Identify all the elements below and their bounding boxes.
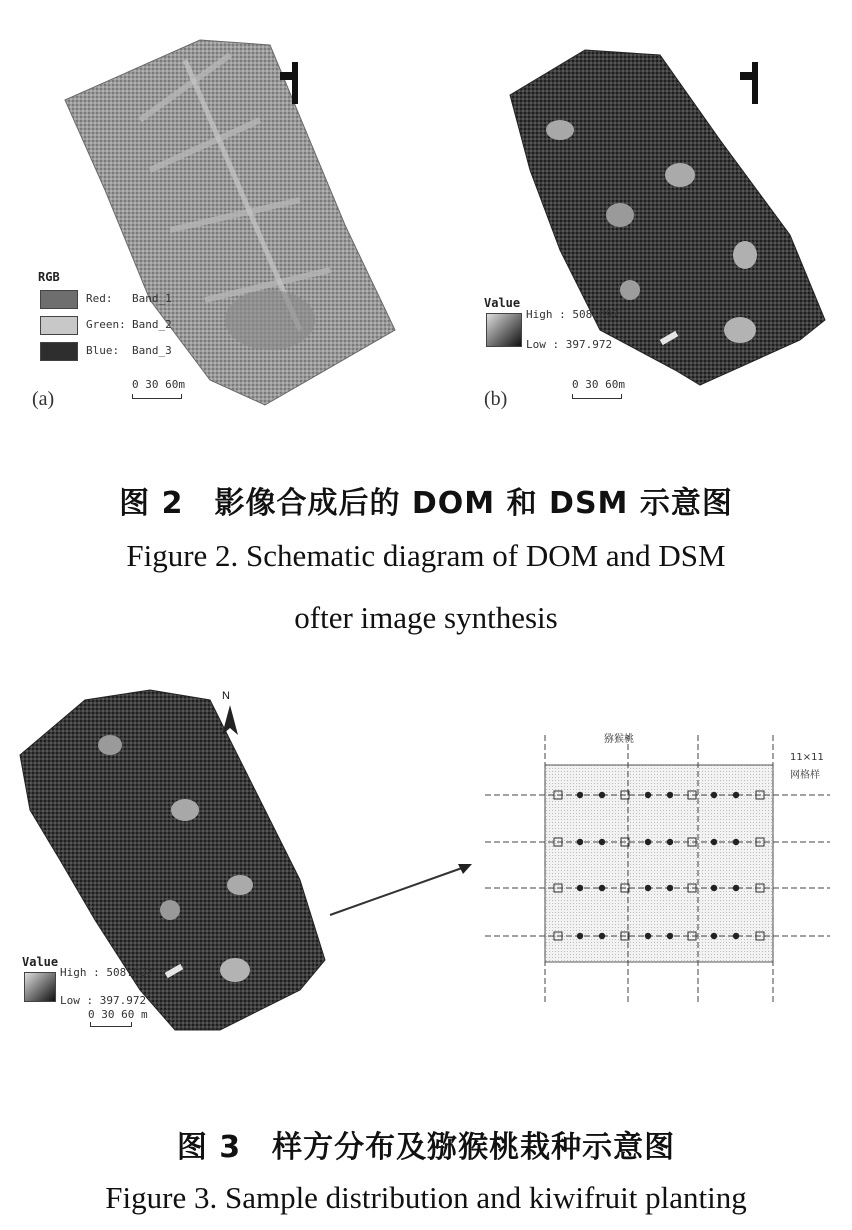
- scale-label-a: 0 30 60m: [132, 378, 185, 391]
- kiwifruit-plant-marker: [599, 885, 605, 891]
- legend-band-green: Band_2: [132, 318, 172, 331]
- kiwifruit-plant-marker: [733, 839, 739, 845]
- kiwifruit-plant-marker: [667, 885, 673, 891]
- kiwifruit-plant-marker: [577, 885, 583, 891]
- kiwifruit-plant-marker: [577, 839, 583, 845]
- kiwifruit-plant-marker: [711, 885, 717, 891]
- kiwifruit-plant-marker: [645, 839, 651, 845]
- legend-swatch-red: [40, 290, 78, 309]
- figure2-caption-en-line1: Figure 2. Schematic diagram of DOM and DSM: [126, 538, 726, 573]
- figure3-caption-cn: 图 3 样方分布及猕猴桃栽种示意图: [176, 1130, 676, 1165]
- legend-label-red: Red:: [86, 292, 113, 305]
- dsm-image: [510, 50, 825, 385]
- grid-tag-sample: 网格样: [790, 770, 820, 781]
- legend-band-red: Band_1: [132, 292, 172, 305]
- kiwifruit-plant-marker: [645, 792, 651, 798]
- panel-label-a: (a): [32, 388, 55, 410]
- grid-tag-size: 11×11: [790, 752, 824, 763]
- value-high-fig3: High : 508.897: [60, 966, 153, 979]
- scale-bar-a: [132, 394, 182, 399]
- kiwifruit-plant-marker: [733, 933, 739, 939]
- kiwifruit-plant-marker: [711, 839, 717, 845]
- legend-band-blue: Band_3: [132, 344, 172, 357]
- kiwifruit-plant-marker: [577, 933, 583, 939]
- legend-label-green: Green:: [86, 318, 126, 331]
- kiwifruit-plant-marker: [599, 839, 605, 845]
- scale-bar-b: [572, 394, 622, 399]
- north-arrow-icon: [740, 62, 758, 104]
- panel-label-b: (b): [484, 388, 508, 410]
- value-low-fig3: Low : 397.972: [60, 994, 147, 1007]
- fig3-dsm-image: [20, 690, 325, 1030]
- north-arrow-icon: [222, 705, 238, 735]
- kiwifruit-plant-marker: [711, 792, 717, 798]
- kiwifruit-plant-marker: [599, 792, 605, 798]
- kiwifruit-plant-marker: [733, 885, 739, 891]
- value-ramp-b: [486, 313, 522, 347]
- figure3-caption-en-line1: Figure 3. Sample distribution and kiwifruit planting: [105, 1180, 747, 1215]
- kiwifruit-plant-marker: [667, 839, 673, 845]
- legend-label-blue: Blue:: [86, 344, 120, 357]
- kiwifruit-plant-marker: [577, 792, 583, 798]
- kiwifruit-plant-marker: [711, 933, 717, 939]
- figure2-caption-en-line2: ofter image synthesis: [294, 600, 558, 635]
- pointer-arrow: [330, 864, 472, 915]
- legend-swatch-blue: [40, 342, 78, 361]
- kiwifruit-plant-marker: [599, 933, 605, 939]
- scale-bar-fig3: [90, 1022, 132, 1027]
- value-low-b: Low : 397.972: [526, 338, 613, 351]
- value-high-b: High : 508.897: [526, 308, 619, 321]
- grid-tag-kiwifruit: 猕猴桃: [604, 734, 634, 745]
- kiwifruit-plant-marker: [667, 792, 673, 798]
- kiwifruit-plant-marker: [645, 885, 651, 891]
- scale-label-fig3: 0 30 60 m: [88, 1008, 148, 1021]
- kiwifruit-plant-marker: [645, 933, 651, 939]
- figure2-caption-cn: 图 2 影像合成后的 DOM 和 DSM 示意图: [119, 486, 733, 521]
- legend-title-rgb: RGB: [38, 270, 60, 284]
- scale-label-b: 0 30 60m: [572, 378, 625, 391]
- legend-swatch-green: [40, 316, 78, 335]
- kiwifruit-plant-marker: [667, 933, 673, 939]
- legend-title-value-b: Value: [484, 296, 521, 310]
- kiwifruit-plant-marker: [733, 792, 739, 798]
- legend-title-value-fig3: Value: [22, 955, 59, 969]
- north-label: N: [222, 690, 230, 702]
- value-ramp-fig3: [24, 972, 56, 1002]
